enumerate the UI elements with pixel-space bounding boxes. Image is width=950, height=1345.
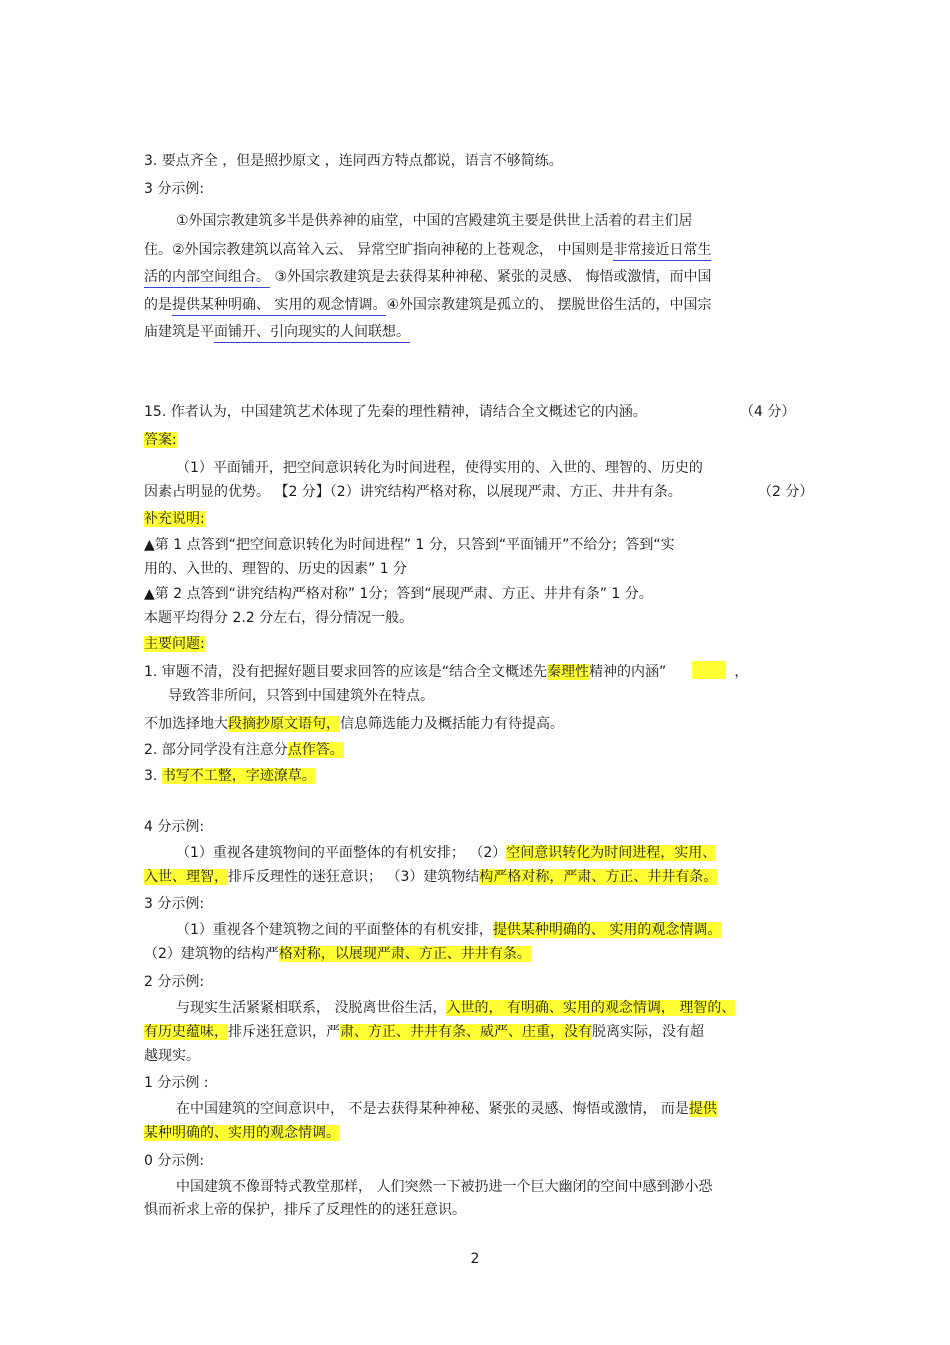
problem-1-cont: 导致答非所问，只答到中国建筑外在特点。	[168, 688, 434, 704]
supplement-1: ▲第 1 点答到“把空间意识转化为时间进程” 1 分，只答到“平面铺开”不给分；答到“实	[144, 537, 675, 553]
ex3a-line-5: 庙建筑是平面铺开、引向现实的人间联想。	[144, 322, 410, 342]
problem-1-tail: 不加选择地大段摘抄原文语句，信息筛选能力及概括能力有待提高。	[144, 716, 564, 732]
ex0-label: 0 分示例:	[144, 1153, 205, 1169]
supplement-3: ▲第 2 点答到“讲究结构严格对称” 1分；答到“展现严肃、方正、井井有条” 1 分。	[144, 586, 653, 602]
problem-1: 1. 审题不清，没有把握好题目要求回答的应该是“结合全文概述先秦理性精神的内涵” ，	[144, 661, 748, 682]
problems-label: 主要问题:	[144, 636, 205, 652]
ex2-line-2: 有历史蕴味，排斥迷狂意识，严肃、方正、井井有条、威严、庄重，没有脱离实际，没有超	[144, 1024, 704, 1040]
ex0-line-1: 中国建筑不像哥特式教堂那样， 人们突然一下被扔进一个巨大幽闭的空间中感到渺小恐	[176, 1179, 713, 1195]
underline-span: 面铺开、引向现实的人间联想。	[214, 324, 410, 343]
underline-span: 活的内部空间组合。	[144, 269, 270, 288]
ex3b-line-1: （1）重视各个建筑物之间的平面整体的有机安排，提供某种明确的、 实用的观念情调。	[176, 922, 722, 938]
ex2-line-3: 越现实。	[144, 1048, 200, 1064]
ex3b-label: 3 分示例:	[144, 896, 205, 912]
answer-line-2: 因素占明显的优势。 【2 分】（2）讲究结构严格对称，以展现严肃、方正、井井有条。	[144, 484, 682, 500]
ex2-label: 2 分示例:	[144, 974, 205, 990]
average-score: 本题平均得分 2.2 分左右，得分情况一般。	[144, 610, 414, 626]
underline-span: 非常接近日常生	[613, 242, 711, 261]
ex3a-line-4: 的是提供某种明确、 实用的观念情调。④外国宗教建筑是孤立的、 摆脱世俗生活的，中国宗	[144, 295, 711, 315]
answer-line-1: （1）平面铺开，把空间意识转化为时间进程，使得实用的、入世的、理智的、历史的	[176, 460, 703, 476]
ex1-line-1: 在中国建筑的空间意识中， 不是去获得某种神秘、紧张的灵感、悔悟或激情， 而是提供	[176, 1101, 717, 1117]
ex2-line-1: 与现实生活紧紧相联系， 没脱离世俗生活，入世的， 有明确、实用的观念情调， 理智的、	[176, 1000, 736, 1016]
highlight-blank	[692, 661, 726, 679]
ex3a-line-1: ①外国宗教建筑多半是供养神的庙堂，中国的宫殿建筑主要是供世上活着的君主们居	[176, 213, 693, 229]
problem-2: 2. 部分同学没有注意分点作答。	[144, 742, 344, 758]
supplement-label: 补充说明:	[144, 511, 205, 527]
ex3a-line-2: 住。②外国宗教建筑以高耸入云、 异常空旷指向神秘的上苍观念， 中国则是非常接近日常生	[144, 240, 711, 260]
answer-points-2: （2 分）	[758, 484, 814, 500]
ex3a-label: 3 分示例:	[144, 181, 205, 197]
answer-label: 答案:	[144, 432, 177, 448]
ex3a-line-3: 活的内部空间组合。 ③外国宗教建筑是去获得某种神秘、紧张的灵感、 悔悟或激情，而中国	[144, 267, 711, 287]
q15-points: （4 分）	[740, 404, 796, 420]
ex4-line-1: （1）重视各建筑物间的平面整体的有机安排； （2）空间意识转化为时间进程，实用、	[176, 845, 717, 861]
ex3b-line-2: （2）建筑物的结构严格对称，以展现严肃、方正、井井有条。	[144, 946, 531, 962]
problem-3: 3. 书写不工整，字迹潦草。	[144, 768, 316, 784]
q15-question: 15. 作者认为，中国建筑艺术体现了先秦的理性精神，请结合全文概述它的内涵。	[144, 404, 647, 420]
ex4-line-2: 入世、理智，排斥反理性的迷狂意识； （3）建筑物结构严格对称，严肃、方正、井井有条。	[144, 869, 718, 885]
underline-span: 提供某种明确、 实用的观念情调。	[172, 297, 386, 316]
ex0-line-2: 惧而祈求上帝的保护，排斥了反理性的的迷狂意识。	[144, 1202, 466, 1218]
ex4-label: 4 分示例:	[144, 819, 205, 835]
supplement-2: 用的、入世的、理智的、历史的因素” 1 分	[144, 561, 408, 577]
ex1-line-2: 某种明确的、实用的观念情调。	[144, 1125, 340, 1141]
page-number: 2	[470, 1251, 480, 1267]
s3-header: 3. 要点齐全 ，但是照抄原文 ，连同西方特点都说，语言不够简练。	[144, 153, 563, 169]
ex1-label: 1 分示例 :	[144, 1075, 209, 1091]
